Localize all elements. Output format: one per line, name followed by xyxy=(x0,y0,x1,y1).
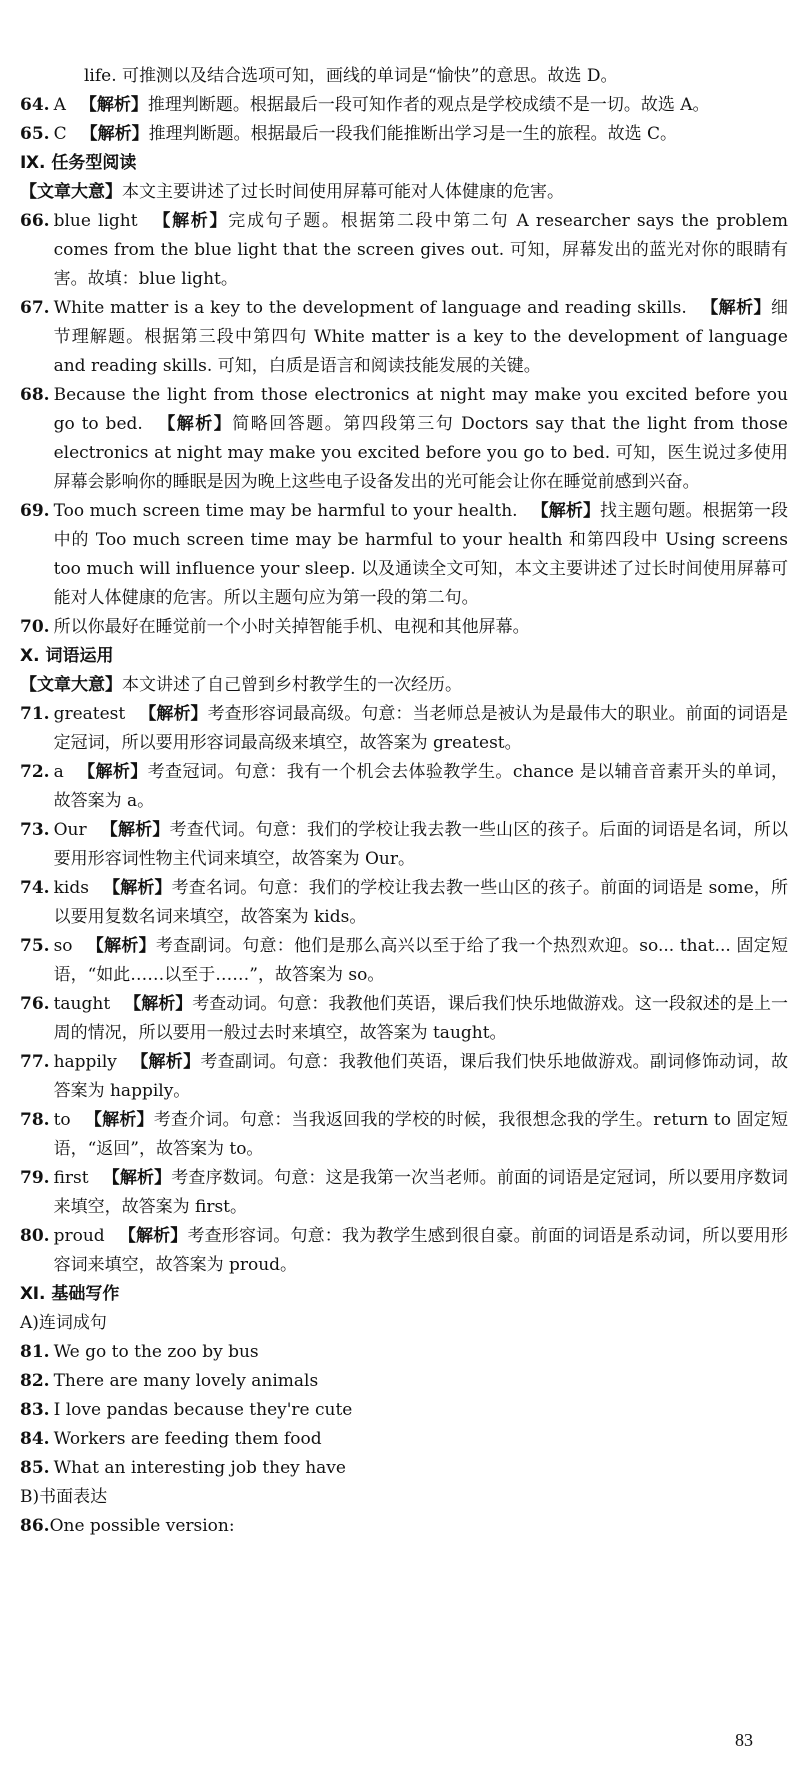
answer-item xyxy=(20,1425,788,1454)
item-answer: blue light xyxy=(53,211,138,231)
item-text: What an interesting job they have xyxy=(53,1458,346,1478)
analysis-text: 考查介词。句意：当我返回我的学校的时候，我很想念我的学生。return to 固定短语，“返回”，故答案为 to。 xyxy=(53,1110,788,1159)
analysis-text: 考查副词。句意：我教他们英语，课后我们快乐地做游戏。副词修饰动词，故答案为 happily。 xyxy=(53,1052,789,1101)
answer-item xyxy=(20,497,788,613)
summary-text: 本文主要讲述了过长时间使用屏幕可能对人体健康的危害。 xyxy=(122,182,564,202)
analysis-tag: 【解析】 xyxy=(156,414,233,434)
analysis-tag: 【解析】 xyxy=(100,820,170,840)
item-body xyxy=(54,1048,788,1106)
answer-item xyxy=(20,700,788,758)
answer-item xyxy=(20,381,788,497)
item-number: 74. xyxy=(20,878,50,898)
answer-content xyxy=(20,62,788,1541)
analysis-tag: 【解析】 xyxy=(130,1052,201,1072)
item-number: 64. xyxy=(20,95,50,115)
analysis-text: 考查序数词。句意：这是我第一次当老师。前面的词语是定冠词，所以要用序数词来填空，故答案为 first。 xyxy=(53,1168,789,1217)
item-number: 79. xyxy=(20,1168,50,1188)
analysis-text: 简略回答题。第四段第三句 Doctors say that the light from those electronics at night may make you excited before you go to bed. 可知，医生说过多使用屏幕会影响你的睡眠是因为晚上这些电子设备发出的光可能会让你在睡觉前感到兴奋。 xyxy=(53,414,788,492)
item-answer: so xyxy=(53,936,73,956)
item-answer: to xyxy=(53,1110,71,1130)
answer-item xyxy=(20,1338,788,1367)
section-title: Ⅹ. 词语运用 xyxy=(20,646,114,666)
analysis-tag: 【解析】 xyxy=(124,994,193,1014)
item-body xyxy=(54,1425,788,1454)
item-answer: Too much screen time may be harmful to your health. xyxy=(53,501,518,521)
intro-line: life. 可推测以及结合选项可知，画线的单词是“愉快”的意思。故选 D。 xyxy=(84,66,618,86)
summary-tag: 【文章大意】 xyxy=(20,675,122,695)
item-body xyxy=(54,1338,788,1367)
part-b-label: B)书面表达 xyxy=(20,1487,108,1507)
item-body xyxy=(54,932,788,990)
item-answer: happily xyxy=(53,1052,117,1072)
analysis-text: 考查代词。句意：我们的学校让我去教一些山区的孩子。后面的词语是名词，所以要用形容词性物主代词来填空，故答案为 Our。 xyxy=(53,820,789,869)
item-body xyxy=(54,497,788,613)
analysis-text: 考查名词。句意：我们的学校让我去教一些山区的孩子。前面的词语是 some，所以要用复数名词来填空，故答案为 kids。 xyxy=(53,878,789,927)
item-answer: 所以你最好在睡觉前一个小时关掉智能手机、电视和其他屏幕。 xyxy=(53,617,530,637)
item-number: 83. xyxy=(20,1400,50,1420)
analysis-text: 考查形容词最高级。句意：当老师总是被认为是最伟大的职业。前面的词语是定冠词，所以要用形容词最高级来填空，故答案为 greatest。 xyxy=(53,704,789,753)
item-body xyxy=(54,990,788,1048)
item-answer: Our xyxy=(53,820,87,840)
item-number: 81. xyxy=(20,1342,50,1362)
item-body xyxy=(54,613,788,642)
analysis-tag: 【解析】 xyxy=(139,704,208,724)
item-body xyxy=(54,91,788,120)
analysis-tag: 【解析】 xyxy=(80,124,149,144)
item-body xyxy=(54,1222,788,1280)
item-number: 65. xyxy=(20,124,50,144)
item-number: 70. xyxy=(20,617,50,637)
answer-item xyxy=(20,613,788,642)
part-a-label: A)连词成句 xyxy=(20,1313,107,1333)
item-answer: greatest xyxy=(53,704,126,724)
answer-item xyxy=(20,294,788,381)
article-summary xyxy=(20,178,788,207)
item-number: 85. xyxy=(20,1458,50,1478)
analysis-tag: 【解析】 xyxy=(86,936,156,956)
answer-item xyxy=(20,990,788,1048)
item-answer: A xyxy=(53,95,66,115)
item-number: 72. xyxy=(20,762,50,782)
analysis-text: 完成句子题。根据第二段中第二句 A researcher says the problem comes from the blue light that the screen gives out. 可知，屏幕发出的蓝光对你的眼睛有害。故填：blue light。 xyxy=(53,211,788,289)
item-number: 78. xyxy=(20,1110,50,1130)
items-sentences xyxy=(20,1338,788,1483)
item-body xyxy=(54,758,788,816)
section-title: Ⅸ. 任务型阅读 xyxy=(20,153,137,173)
section-title: Ⅺ. 基础写作 xyxy=(20,1284,120,1304)
item-answer: a xyxy=(53,762,64,782)
answer-item xyxy=(20,874,788,932)
analysis-text: 细节理解题。根据第三段中第四句 White matter is a key to the development of language and reading skills. 可知，白质是语言和阅读技能发展的关键。 xyxy=(53,298,789,376)
item-body xyxy=(54,700,788,758)
items-task-reading xyxy=(20,207,788,642)
item-number: 77. xyxy=(20,1052,50,1072)
analysis-tag: 【解析】 xyxy=(102,878,172,898)
answer-item xyxy=(20,932,788,990)
item-body xyxy=(54,874,788,932)
analysis-tag: 【解析】 xyxy=(118,1226,188,1246)
item-body xyxy=(54,381,788,497)
item-body xyxy=(54,1396,788,1425)
item-body xyxy=(54,294,788,381)
answer-item xyxy=(20,1222,788,1280)
analysis-tag: 【解析】 xyxy=(531,501,601,521)
analysis-tag: 【解析】 xyxy=(102,1168,172,1188)
item-text: There are many lovely animals xyxy=(53,1371,319,1391)
items-word-usage xyxy=(20,700,788,1280)
analysis-tag: 【解析】 xyxy=(77,762,148,782)
answer-item xyxy=(20,816,788,874)
item-number: 76. xyxy=(20,994,50,1014)
summary-tag: 【文章大意】 xyxy=(20,182,122,202)
answer-item xyxy=(20,1048,788,1106)
answer-item xyxy=(20,1512,788,1541)
item-number: 84. xyxy=(20,1429,50,1449)
item-number: 82. xyxy=(20,1371,50,1391)
analysis-text: 找主题句题。根据第一段中的 Too much screen time may be harmful to your health 和第四段中 Using screens too much will influence your sleep. 以及通读全文可知，本文主要讲述了过长时间使用屏幕可能对人体健康的危害。所以主题句应为第一段的第二句。 xyxy=(53,501,789,608)
answer-item xyxy=(20,1367,788,1396)
item-number: 73. xyxy=(20,820,50,840)
item-answer: Because the light from those electronics at night may make you excited before you go to bed. xyxy=(53,385,788,434)
item-answer: kids xyxy=(53,878,89,898)
item-body xyxy=(54,1367,788,1396)
item-number: 75. xyxy=(20,936,50,956)
answer-item xyxy=(20,758,788,816)
article-summary xyxy=(20,671,788,700)
answer-item xyxy=(20,1396,788,1425)
item-number: 66. xyxy=(20,211,50,231)
item-text: One possible version: xyxy=(49,1516,235,1536)
item-number: 68. xyxy=(20,385,50,405)
items-reading-answers xyxy=(20,91,788,149)
analysis-tag: 【解析】 xyxy=(700,298,772,318)
item-body xyxy=(54,1164,788,1222)
item-text: We go to the zoo by bus xyxy=(53,1342,259,1362)
item-text: I love pandas because they're cute xyxy=(53,1400,353,1420)
analysis-text: 考查副词。句意：他们是那么高兴以至于给了我一个热烈欢迎。so... that... 固定短语，“如此……以至于……”，故答案为 so。 xyxy=(53,936,788,985)
answer-item xyxy=(20,91,788,120)
answer-item xyxy=(20,120,788,149)
item-answer: C xyxy=(53,124,67,144)
item-number: 71. xyxy=(20,704,50,724)
item-body xyxy=(54,1454,788,1483)
item-body xyxy=(54,816,788,874)
item-body xyxy=(54,207,788,294)
answer-item xyxy=(20,1106,788,1164)
item-body xyxy=(54,1106,788,1164)
item-answer: proud xyxy=(53,1226,105,1246)
analysis-text: 推理判断题。根据最后一段我们能推断出学习是一生的旅程。故选 C。 xyxy=(148,124,678,144)
analysis-tag: 【解析】 xyxy=(79,95,148,115)
page-number: 83 xyxy=(735,1730,753,1750)
analysis-text: 推理判断题。根据最后一段可知作者的观点是学校成绩不是一切。故选 A。 xyxy=(147,95,710,115)
analysis-text: 考查冠词。句意：我有一个机会去体验教学生。chance 是以辅音音素开头的单词，故答案为 a。 xyxy=(53,762,789,811)
analysis-text: 考查动词。句意：我教他们英语，课后我们快乐地做游戏。这一段叙述的是上一周的情况，所以要用一般过去时来填空，故答案为 taught。 xyxy=(53,994,788,1043)
item-answer: taught xyxy=(53,994,111,1014)
answer-item xyxy=(20,1454,788,1483)
item-text: Workers are feeding them food xyxy=(53,1429,322,1449)
item-answer: White matter is a key to the development of language and reading skills. xyxy=(53,298,687,318)
item-number: 86. xyxy=(20,1516,50,1536)
item-body xyxy=(54,120,788,149)
analysis-tag: 【解析】 xyxy=(151,211,229,231)
item-answer: first xyxy=(53,1168,89,1188)
item-number: 80. xyxy=(20,1226,50,1246)
summary-text: 本文讲述了自己曾到乡村教学生的一次经历。 xyxy=(122,675,462,695)
item-number: 69. xyxy=(20,501,50,521)
answer-item xyxy=(20,1164,788,1222)
analysis-tag: 【解析】 xyxy=(84,1110,154,1130)
item-number: 67. xyxy=(20,298,50,318)
answer-item xyxy=(20,207,788,294)
analysis-text: 考查形容词。句意：我为教学生感到很自豪。前面的词语是系动词，所以要用形容词来填空，故答案为 proud。 xyxy=(53,1226,789,1275)
